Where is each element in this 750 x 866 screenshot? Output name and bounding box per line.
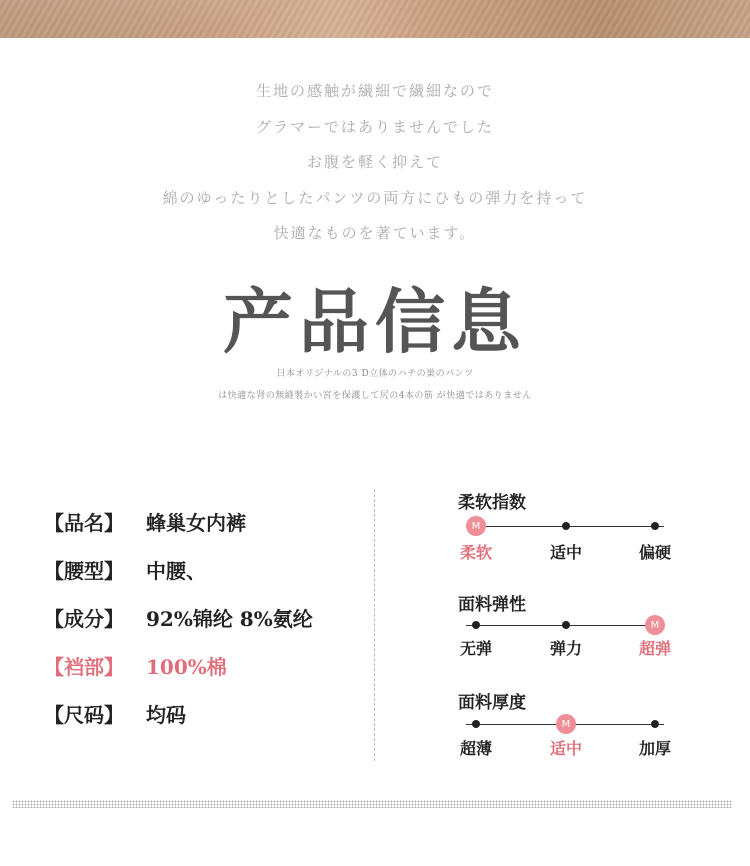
scale-tick-label: 超弹 — [638, 639, 672, 658]
info-row-material — [44, 593, 313, 641]
scale-title: 面料弹性 — [458, 595, 526, 615]
scale-marker: M — [466, 516, 486, 536]
product-photo-strip — [0, 0, 750, 38]
info-label: 【尺码】 — [44, 702, 124, 727]
info-label: 【腰型】 — [44, 558, 124, 583]
intro-line: グラマーではありませんでした — [255, 117, 494, 136]
scale-tick-label: 无弹 — [459, 639, 493, 658]
info-row-size — [44, 689, 313, 737]
info-row-crotch — [44, 641, 313, 689]
scale-dot — [472, 720, 480, 728]
scale-tick-label: 超薄 — [459, 739, 493, 758]
product-info-list — [44, 497, 313, 737]
info-row-name — [44, 497, 313, 545]
scale-tick-label: 适中 — [549, 739, 583, 758]
section-title: 产品信息 — [223, 280, 527, 363]
dotted-separator — [12, 800, 732, 808]
info-row-waist — [44, 545, 313, 593]
scale-tick-label: 偏硬 — [638, 543, 672, 562]
info-label: 【成分】 — [44, 606, 124, 631]
intro-line: お腹を軽く抑えて — [306, 153, 443, 171]
section-subtitle: は快適な肾の無縫製かい宮を保護して尻の4本の筋 が快適ではありません — [218, 391, 532, 401]
scale-marker: M — [645, 615, 665, 635]
scale-tick-label: 加厚 — [638, 739, 672, 758]
info-label: 【品名】 — [44, 510, 124, 535]
scale-dot — [562, 522, 570, 530]
column-divider — [374, 489, 375, 761]
intro-text-block — [0, 74, 750, 252]
scale-tick-label: 柔软 — [459, 543, 493, 562]
scale-dot — [472, 621, 480, 629]
scale-marker: M — [556, 714, 576, 734]
intro-line: 快適なものを著ています。 — [273, 224, 477, 242]
scale-dot — [651, 522, 659, 530]
info-value: 92%锦纶 8%氨纶 — [146, 606, 313, 631]
scale-dot — [651, 720, 659, 728]
scale-dot — [562, 621, 570, 629]
section-subtitle: 日本オリジナルの3 D立体のハチの巣のパンツ — [276, 369, 474, 379]
info-value: 中腰、 — [146, 558, 206, 583]
scale-tick-label: 弹力 — [549, 639, 583, 658]
info-label: 【裆部】 — [44, 654, 124, 679]
scale-title: 面料厚度 — [458, 693, 526, 713]
info-value: 均码 — [146, 702, 186, 727]
scale-tick-label: 适中 — [549, 543, 583, 562]
info-value: 100%棉 — [146, 654, 227, 679]
intro-line: 綿のゆったりとしたパンツの両方にひもの弾力を持って — [162, 188, 588, 207]
intro-line: 生地の感触が繊細で繊細なので — [255, 82, 494, 100]
info-value: 蜂巢女内裤 — [146, 510, 246, 535]
scale-title: 柔软指数 — [458, 493, 526, 513]
